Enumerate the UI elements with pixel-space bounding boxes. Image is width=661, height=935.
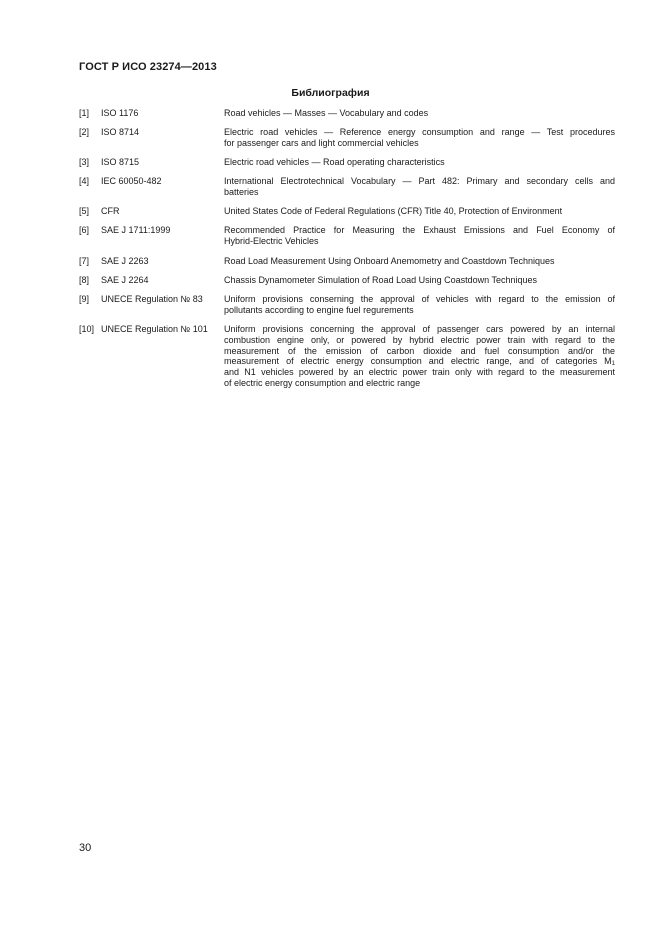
entry-description-line: of electric energy consumption and electric range <box>224 377 421 388</box>
entry-description-line <box>224 356 615 367</box>
entry-number: [3] <box>79 157 90 167</box>
entry-number: [7] <box>79 256 90 266</box>
bibliography-entry <box>79 157 615 168</box>
entry-description-line: combustion engine only, or powered by hybrid electric power train with regard to the <box>224 334 615 345</box>
entry-description-line: Recommended Practice for Measuring the Exhaust Emissions and Fuel Economy of <box>224 225 615 235</box>
entry-code: ISO 1176 <box>101 108 139 118</box>
bibliography-title: Библиография <box>291 87 370 99</box>
entry-description-line: International Electrotechnical Vocabulary — Part 482: Primary and secondary cells and <box>224 176 615 186</box>
entry-description <box>224 324 615 389</box>
entry-code: ISO 8714 <box>101 127 140 137</box>
entry-description <box>224 127 615 149</box>
entry-description-line: batteries <box>224 186 259 197</box>
entry-description-line: Road vehicles — Masses — Vocabulary and codes <box>224 108 429 118</box>
category-subscript: 1 <box>611 361 615 368</box>
bibliography-entry <box>79 324 615 389</box>
entry-description <box>224 225 615 247</box>
bibliography-entry <box>79 275 615 286</box>
entry-description-text: measurement of electric energy consumption and electric range, and of categories M <box>224 356 612 367</box>
entry-number: [8] <box>79 275 90 285</box>
entry-description <box>224 256 615 267</box>
bibliography-entry <box>79 108 615 119</box>
entry-description-line: Electric road vehicles — Reference energy consumption and range — Test procedures <box>224 127 615 137</box>
entry-number: [10] <box>79 324 95 334</box>
bibliography-entry <box>79 225 615 247</box>
entry-code: SAE J 1711:1999 <box>101 225 171 235</box>
entry-description-line: Road Load Measurement Using Onboard Anemometry and Coastdown Techniques <box>224 256 555 266</box>
entry-code: SAE J 2264 <box>101 275 149 285</box>
entry-code: CFR <box>101 206 120 216</box>
page-number: 30 <box>79 842 92 854</box>
entry-description-line: Uniform provisions concerning the approval of passenger cars powered by an internal <box>224 324 615 334</box>
entry-description <box>224 176 615 198</box>
entry-description-line: pollutants according to engine fuel regurements <box>224 304 414 315</box>
entry-code: UNECE Regulation № 83 <box>101 294 203 304</box>
entry-number: [5] <box>79 206 90 216</box>
entry-description <box>224 108 615 119</box>
entry-number: [9] <box>79 294 90 304</box>
entry-code: IEC 60050-482 <box>101 176 162 186</box>
entry-description-line: Electric road vehicles — Road operating characteristics <box>224 157 445 167</box>
bibliography-entry <box>79 256 615 267</box>
entry-number: [2] <box>79 127 90 137</box>
bibliography-entry <box>79 127 615 149</box>
bibliography-entry <box>79 176 615 198</box>
entry-description <box>224 294 615 316</box>
entry-description <box>224 275 615 286</box>
bibliography-entry <box>79 206 615 217</box>
entry-description-line: Uniform provisions conserning the approval of vehicles with regard to the emission of <box>224 294 615 304</box>
entry-description-line: United States Code of Federal Regulations (CFR) Title 40, Protection of Environment <box>224 206 563 216</box>
entry-description-line: Chassis Dynamometer Simulation of Road Load Using Coastdown Techniques <box>224 275 538 285</box>
entry-code: SAE J 2263 <box>101 256 149 266</box>
entry-description-line: for passenger cars and light commercial vehicles <box>224 137 419 148</box>
bibliography-entry <box>79 294 615 316</box>
entry-code: UNECE Regulation № 101 <box>101 324 208 334</box>
entry-number: [4] <box>79 176 90 186</box>
entry-description-line: measurement of the emission of carbon dioxide and fuel consumption and/or the <box>224 345 615 356</box>
document-header: ГОСТ Р ИСО 23274—2013 <box>79 61 217 73</box>
entry-description-line: Hybrid-Electric Vehicles <box>224 235 319 246</box>
entry-description <box>224 206 615 217</box>
entry-description-line: and N1 vehicles powered by an electric power train only with regard to the measurement <box>224 367 615 378</box>
entry-number: [6] <box>79 225 90 235</box>
entry-code: ISO 8715 <box>101 157 140 167</box>
entry-number: [1] <box>79 108 90 118</box>
entry-description <box>224 157 615 168</box>
